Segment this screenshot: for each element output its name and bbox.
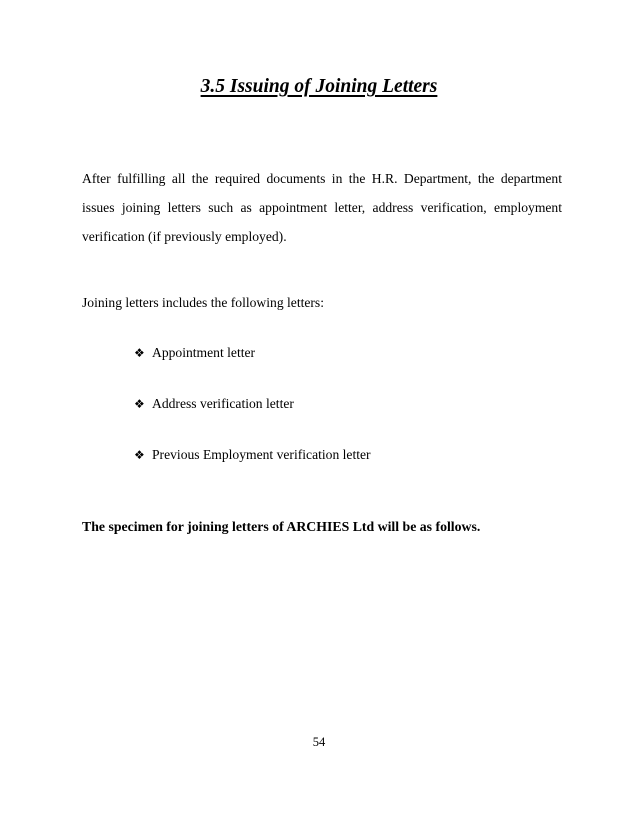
diamond-bullet-icon: ❖ [134,397,145,411]
diamond-bullet-icon: ❖ [134,448,145,462]
bullet-item-previous-employment [134,445,371,465]
letters-intro-paragraph: Joining letters includes the following letters: [82,295,324,310]
diamond-bullet-icon: ❖ [134,346,145,360]
bullet-item-address-verification [134,394,294,414]
intro-paragraph: After fulfilling all the required documents in the H.R. Department, the department issues joining letters such as appointment letter, address verification, employment verification (if previously employed). [82,171,562,244]
page-number: 54 [312,735,326,749]
bullet-label: Previous Employment verification letter [152,447,371,462]
section-title: 3.5 Issuing of Joining Letters [200,76,438,97]
bullet-label: Appointment letter [152,345,256,360]
bullet-item-appointment [134,343,255,363]
specimen-note: The specimen for joining letters of ARCHIES Ltd will be as follows. [82,519,481,534]
bullet-label: Address verification letter [152,396,294,411]
